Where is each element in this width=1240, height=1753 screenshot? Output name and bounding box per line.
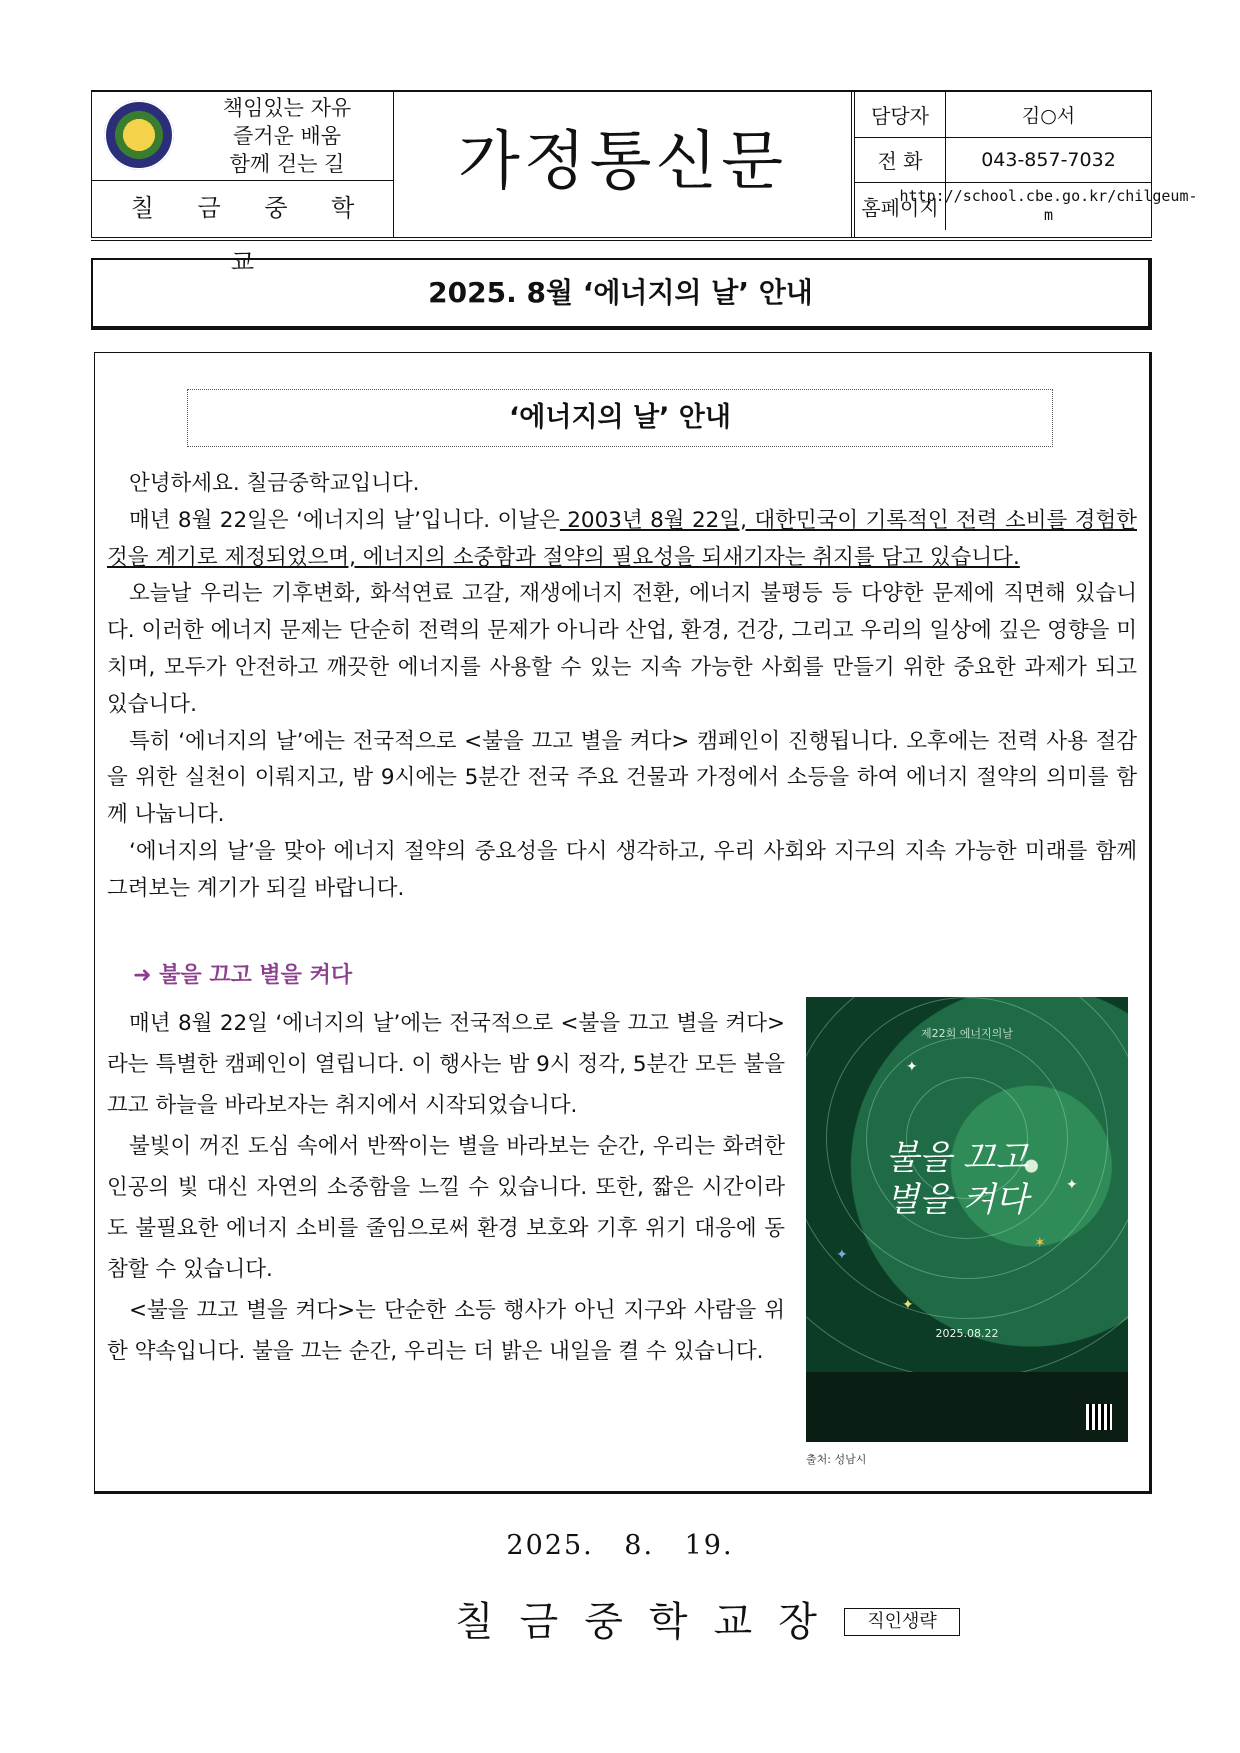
school-name: 칠 금 중 학 교 [92, 180, 393, 234]
main-content [94, 352, 1152, 1494]
star-icon: ✦ [902, 1297, 914, 1313]
poster-top-text: 제22회 에너지의날 [921, 1027, 1013, 1040]
contact-label: 전 화 [855, 137, 946, 182]
letter-header [91, 90, 1198, 276]
contact-row-homepage [855, 182, 1198, 230]
star-icon: ✶ [1034, 1235, 1046, 1251]
notice-banner: 2025. 8월 ‘에너지의 날’ 안내 [91, 258, 1152, 330]
school-mottos [187, 94, 387, 178]
poster-title [886, 1137, 1028, 1221]
qr-code-icon [1086, 1404, 1112, 1430]
paragraph-text: 매년 8월 22일은 ‘에너지의 날’입니다. 이날은 [129, 507, 560, 533]
contact-label: 담당자 [855, 92, 946, 137]
star-icon: ✦ [1066, 1177, 1078, 1193]
letter-body [107, 466, 1137, 908]
school-logo-icon [104, 100, 174, 170]
campaign-poster [806, 997, 1128, 1442]
paragraph: 불빛이 꺼진 도심 속에서 반짝이는 별을 바라보는 순간, 우리는 화려한 인공의 빛 대신 자연의 소중함을 느낄 수 있습니다. 또한, 짧은 시간이라도 불필요한 에너지 소비를 줄임으로써 환경 보호와 기후 위기 대응에 동참할 수 있습니다. [107, 1134, 785, 1282]
motto-line: 책임있는 자유 [222, 96, 352, 120]
homepage-link[interactable]: http://school.cbe.go.kr/chilgeum-m [899, 187, 1198, 224]
poster-footer [806, 1372, 1128, 1442]
principal-signature: 칠금중학교장 [455, 1599, 843, 1645]
underlined-text: 2003년 8월 22일, 대한민국이 기록적인 전력 소비를 경험한 것을 계기로 제정되었으며, 에너지의 소중함과 절약의 필요성을 되새기자는 취지를 담고 있습니다. [107, 507, 1137, 570]
paragraph: 특히 ‘에너지의 날’에는 전국적으로 <불을 끄고 별을 켜다> 캠페인이 진행됩니다. 오후에는 전력 사용 절감을 위한 실천이 이뤄지고, 밤 9시에는 5분간 전국 주요 건물과 가정에서 소등을 하여 에너지 절약의 의미를 함께 나눕니다. [107, 728, 1137, 828]
poster-date: 2025.08.22 [935, 1327, 999, 1340]
issue-date: 2025. 8. 19. [506, 1530, 734, 1561]
paragraph: 매년 8월 22일 ‘에너지의 날’에는 전국적으로 <불을 끄고 별을 켜다>라는 특별한 캠페인이 열립니다. 이 행사는 밤 9시 정각, 5분간 모든 불을 끄고 하늘을 바라보자는 취지에서 시작되었습니다. [107, 1011, 785, 1118]
contact-phone: 043-857-7032 [981, 148, 1116, 171]
poster-title-line: 별을 켜다 [886, 1180, 1029, 1220]
paragraph: <불을 끄고 별을 켜다>는 단순한 소등 행사가 아닌 지구와 사람을 위한 약속입니다. 불을 끄는 순간, 우리는 더 밝은 내일을 켤 수 있습니다. [107, 1298, 785, 1364]
document-title: 가정통신문 [457, 125, 788, 199]
paragraph [107, 503, 1137, 577]
motto-line: 함께 걷는 길 [229, 152, 345, 176]
contact-label: 홈페이지 [855, 182, 946, 230]
contact-person: 김○서 [1021, 105, 1076, 127]
paragraph: 오늘날 우리는 기후변화, 화석연료 고갈, 재생에너지 전환, 에너지 불평등 등 다양한 문제에 직면해 있습니다. 이러한 에너지 문제는 단순히 전력의 문제가 아니라 산업, 환경, 건강, 그리고 우리의 일상에 깊은 영향을 미치며, 모두가 안전하고 깨끗한 에너지를 사용할 수 있는 지속 가능한 사회를 만들기 위한 중요한 과제가 되고 있습니다. [107, 581, 1137, 717]
school-block [91, 92, 394, 276]
campaign-text [107, 1003, 785, 1372]
motto-line: 즐거운 배움 [232, 124, 342, 148]
star-icon: ✦ [906, 1059, 918, 1075]
star-icon: ✦ [836, 1247, 848, 1263]
contact-row-person [855, 92, 1151, 138]
contact-table [851, 92, 1198, 237]
greeting: 안녕하세요. 칠금중학교입니다. [129, 471, 420, 496]
contact-row-phone [855, 137, 1151, 183]
poster-title-line: 불을 끄고 [886, 1138, 1029, 1178]
section-title: ‘에너지의 날’ 안내 [187, 389, 1053, 447]
campaign-heading: ➜ 불을 끄고 별을 켜다 [133, 963, 353, 988]
image-caption: 출처: 성남시 [806, 1453, 867, 1466]
paragraph: ‘에너지의 날’을 맞아 에너지 절약의 중요성을 다시 생각하고, 우리 사회와 지구의 지속 가능한 미래를 함께 그려보는 계기가 되길 바랍니다. [107, 838, 1137, 901]
seal-omitted-label: 직인생략 [844, 1608, 960, 1636]
